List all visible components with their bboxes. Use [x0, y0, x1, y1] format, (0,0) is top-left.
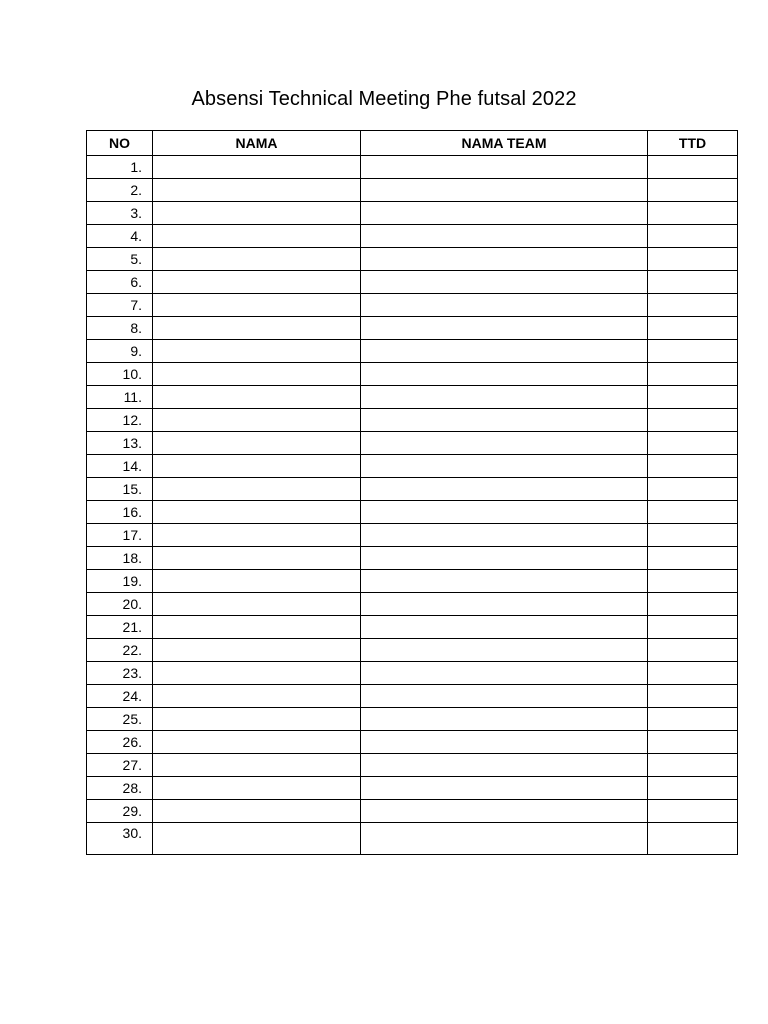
row-number: 22.: [87, 639, 153, 662]
header-nama-team: NAMA TEAM: [361, 131, 648, 156]
nama-cell[interactable]: [153, 662, 361, 685]
header-nama: NAMA: [153, 131, 361, 156]
nama-cell[interactable]: [153, 754, 361, 777]
row-number: 5.: [87, 248, 153, 271]
ttd-cell[interactable]: [648, 179, 738, 202]
ttd-cell[interactable]: [648, 501, 738, 524]
nama-cell[interactable]: [153, 248, 361, 271]
table-row: [87, 478, 738, 501]
nama-team-cell[interactable]: [361, 547, 648, 570]
ttd-cell[interactable]: [648, 547, 738, 570]
nama-cell[interactable]: [153, 708, 361, 731]
table-row: [87, 409, 738, 432]
row-number: 6.: [87, 271, 153, 294]
row-number: 10.: [87, 363, 153, 386]
row-number: 11.: [87, 386, 153, 409]
nama-team-cell[interactable]: [361, 639, 648, 662]
nama-cell[interactable]: [153, 777, 361, 800]
ttd-cell[interactable]: [648, 455, 738, 478]
ttd-cell[interactable]: [648, 662, 738, 685]
table-row: [87, 570, 738, 593]
page-title: Absensi Technical Meeting Phe futsal 2022: [191, 88, 577, 110]
row-number: 25.: [87, 708, 153, 731]
nama-cell[interactable]: [153, 317, 361, 340]
table-row: [87, 294, 738, 317]
table-row: [87, 823, 738, 855]
nama-cell[interactable]: [153, 501, 361, 524]
nama-team-cell[interactable]: [361, 294, 648, 317]
nama-cell[interactable]: [153, 455, 361, 478]
nama-team-cell[interactable]: [361, 271, 648, 294]
nama-team-cell[interactable]: [361, 156, 648, 179]
nama-team-cell[interactable]: [361, 777, 648, 800]
table-row: [87, 593, 738, 616]
row-number: 7.: [87, 294, 153, 317]
row-number: 23.: [87, 662, 153, 685]
ttd-cell[interactable]: [648, 524, 738, 547]
ttd-cell[interactable]: [648, 317, 738, 340]
nama-team-cell[interactable]: [361, 570, 648, 593]
nama-team-cell[interactable]: [361, 363, 648, 386]
row-number: 16.: [87, 501, 153, 524]
nama-cell[interactable]: [153, 156, 361, 179]
row-number: 27.: [87, 754, 153, 777]
nama-team-cell[interactable]: [361, 340, 648, 363]
table-header-row: [87, 131, 738, 156]
nama-cell[interactable]: [153, 432, 361, 455]
nama-team-cell[interactable]: [361, 225, 648, 248]
row-number: 29.: [87, 800, 153, 823]
nama-team-cell[interactable]: [361, 432, 648, 455]
nama-cell[interactable]: [153, 386, 361, 409]
table-row: [87, 731, 738, 754]
ttd-cell[interactable]: [648, 271, 738, 294]
table-row: [87, 639, 738, 662]
nama-cell[interactable]: [153, 639, 361, 662]
table-row: [87, 455, 738, 478]
row-number: 1.: [87, 156, 153, 179]
table-row: [87, 501, 738, 524]
nama-cell[interactable]: [153, 363, 361, 386]
nama-team-cell[interactable]: [361, 317, 648, 340]
row-number: 19.: [87, 570, 153, 593]
nama-cell[interactable]: [153, 271, 361, 294]
ttd-cell[interactable]: [648, 593, 738, 616]
row-number: 12.: [87, 409, 153, 432]
nama-team-cell[interactable]: [361, 685, 648, 708]
nama-cell[interactable]: [153, 409, 361, 432]
nama-team-cell[interactable]: [361, 179, 648, 202]
nama-team-cell[interactable]: [361, 754, 648, 777]
table-row: [87, 616, 738, 639]
table-row: [87, 777, 738, 800]
ttd-cell[interactable]: [648, 248, 738, 271]
nama-cell[interactable]: [153, 593, 361, 616]
row-number: 26.: [87, 731, 153, 754]
table-row: [87, 317, 738, 340]
table-row: [87, 800, 738, 823]
ttd-cell[interactable]: [648, 386, 738, 409]
nama-team-cell[interactable]: [361, 662, 648, 685]
row-number: 17.: [87, 524, 153, 547]
table-row: [87, 662, 738, 685]
ttd-cell[interactable]: [648, 363, 738, 386]
table-row: [87, 225, 738, 248]
row-number: 4.: [87, 225, 153, 248]
nama-team-cell[interactable]: [361, 593, 648, 616]
nama-team-cell[interactable]: [361, 800, 648, 823]
row-number: 21.: [87, 616, 153, 639]
header-ttd: TTD: [648, 131, 738, 156]
table-row: [87, 708, 738, 731]
row-number: 8.: [87, 317, 153, 340]
ttd-cell[interactable]: [648, 225, 738, 248]
nama-cell[interactable]: [153, 731, 361, 754]
nama-cell[interactable]: [153, 685, 361, 708]
ttd-cell[interactable]: [648, 616, 738, 639]
table-row: [87, 754, 738, 777]
row-number: 18.: [87, 547, 153, 570]
nama-cell[interactable]: [153, 547, 361, 570]
ttd-cell[interactable]: [648, 823, 738, 855]
table-row: [87, 363, 738, 386]
ttd-cell[interactable]: [648, 409, 738, 432]
ttd-cell[interactable]: [648, 202, 738, 225]
nama-team-cell[interactable]: [361, 731, 648, 754]
ttd-cell[interactable]: [648, 570, 738, 593]
nama-cell[interactable]: [153, 294, 361, 317]
ttd-cell[interactable]: [648, 731, 738, 754]
ttd-cell[interactable]: [648, 294, 738, 317]
nama-cell[interactable]: [153, 179, 361, 202]
nama-team-cell[interactable]: [361, 409, 648, 432]
nama-team-cell[interactable]: [361, 478, 648, 501]
row-number: 28.: [87, 777, 153, 800]
nama-team-cell[interactable]: [361, 524, 648, 547]
ttd-cell[interactable]: [648, 708, 738, 731]
row-number: 15.: [87, 478, 153, 501]
table-row: [87, 524, 738, 547]
nama-team-cell[interactable]: [361, 501, 648, 524]
ttd-cell[interactable]: [648, 156, 738, 179]
nama-cell[interactable]: [153, 823, 361, 855]
table-row: [87, 202, 738, 225]
table-row: [87, 179, 738, 202]
ttd-cell[interactable]: [648, 754, 738, 777]
nama-team-cell[interactable]: [361, 248, 648, 271]
row-number: 20.: [87, 593, 153, 616]
table-row: [87, 156, 738, 179]
nama-cell[interactable]: [153, 340, 361, 363]
table-row: [87, 340, 738, 363]
nama-team-cell[interactable]: [361, 386, 648, 409]
table-row: [87, 248, 738, 271]
row-number: 3.: [87, 202, 153, 225]
table-body: [87, 156, 738, 855]
table-row: [87, 547, 738, 570]
row-number: 9.: [87, 340, 153, 363]
nama-cell[interactable]: [153, 524, 361, 547]
row-number: 30.: [87, 823, 153, 855]
ttd-cell[interactable]: [648, 340, 738, 363]
nama-cell[interactable]: [153, 800, 361, 823]
table-row: [87, 386, 738, 409]
row-number: 14.: [87, 455, 153, 478]
nama-cell[interactable]: [153, 202, 361, 225]
table-row: [87, 432, 738, 455]
nama-team-cell[interactable]: [361, 455, 648, 478]
table-row: [87, 685, 738, 708]
table-row: [87, 271, 738, 294]
nama-team-cell[interactable]: [361, 616, 648, 639]
row-number: 2.: [87, 179, 153, 202]
attendance-table: [86, 130, 738, 855]
ttd-cell[interactable]: [648, 478, 738, 501]
nama-team-cell[interactable]: [361, 202, 648, 225]
nama-team-cell[interactable]: [361, 823, 648, 855]
row-number: 24.: [87, 685, 153, 708]
ttd-cell[interactable]: [648, 432, 738, 455]
ttd-cell[interactable]: [648, 800, 738, 823]
ttd-cell[interactable]: [648, 777, 738, 800]
ttd-cell[interactable]: [648, 685, 738, 708]
nama-cell[interactable]: [153, 478, 361, 501]
row-number: 13.: [87, 432, 153, 455]
nama-cell[interactable]: [153, 570, 361, 593]
nama-cell[interactable]: [153, 616, 361, 639]
header-no: NO: [87, 131, 153, 156]
nama-cell[interactable]: [153, 225, 361, 248]
nama-team-cell[interactable]: [361, 708, 648, 731]
ttd-cell[interactable]: [648, 639, 738, 662]
